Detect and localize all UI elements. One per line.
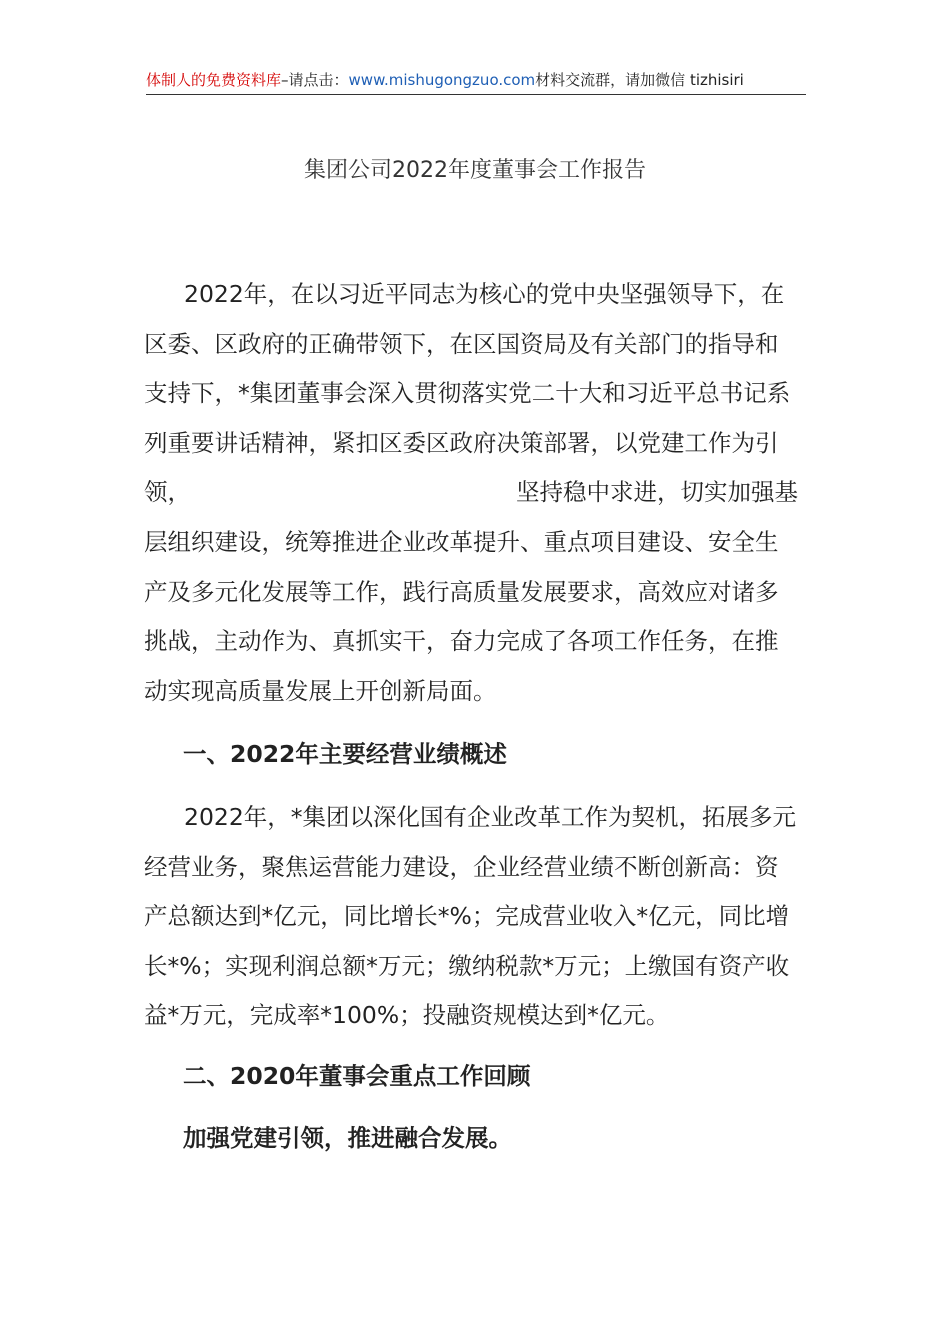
paragraph-line: 领， 坚持稳中求进，切实加强基 — [144, 478, 798, 507]
paragraph-line: 挑战，主动作为、真抓实干，奋力完成了各项工作任务，在推 — [144, 627, 779, 656]
header-brand: 体制人的免费资料库 — [146, 71, 282, 89]
performance-paragraph — [144, 793, 808, 1041]
paragraph-line: 列重要讲话精神，紧扣区委区政府决策部署，以党建工作为引 — [144, 428, 779, 457]
intro-paragraph — [144, 270, 808, 716]
page-header — [146, 68, 806, 95]
header-prompt: –请点击： — [281, 71, 349, 89]
paragraph-line: 支持下，*集团董事会深入贯彻落实党二十大和习近平总书记系 — [144, 379, 791, 408]
paragraph-line: 产总额达到*亿元，同比增长*%；完成营业收入*亿元，同比增 — [144, 902, 790, 931]
paragraph-line: 区委、区政府的正确带领下，在区国资局及有关部门的指导和 — [144, 329, 779, 358]
paragraph-line: 2022年，在以习近平同志为核心的党中央坚强领导下，在 — [184, 280, 785, 308]
paragraph-line: 2022年，*集团以深化国有企业改革工作为契机，拓展多元 — [184, 803, 797, 831]
paragraph-line: 产及多元化发展等工作，践行高质量发展要求，高效应对诸多 — [144, 577, 779, 606]
paragraph-line: 动实现高质量发展上开创新局面。 — [144, 676, 497, 705]
section-heading-performance: 一、2022年主要经营业绩概述 — [183, 740, 507, 768]
header-website-link[interactable]: www.mishugongzuo.com — [348, 71, 536, 89]
section-heading-review: 二、2020年董事会重点工作回顾 — [183, 1062, 531, 1090]
paragraph-line: 益*万元，完成率*100%；投融资规模达到*亿元。 — [144, 1001, 670, 1030]
document-title: 集团公司2022年度董事会工作报告 — [304, 158, 646, 183]
paragraph-line: 长*%；实现利润总额*万元；缴纳税款*万元；上缴国有资产收 — [144, 951, 790, 980]
paragraph-line: 层组织建设，统筹推进企业改革提升、重点项目建设、安全生 — [144, 527, 779, 556]
subsection-heading-party-building: 加强党建引领，推进融合发展。 — [183, 1124, 512, 1152]
paragraph-line: 经营业务，聚焦运营能力建设，企业经营业绩不断创新高：资 — [144, 852, 779, 881]
header-contact-text: 材料交流群，请加微信 tizhisiri — [535, 71, 744, 89]
